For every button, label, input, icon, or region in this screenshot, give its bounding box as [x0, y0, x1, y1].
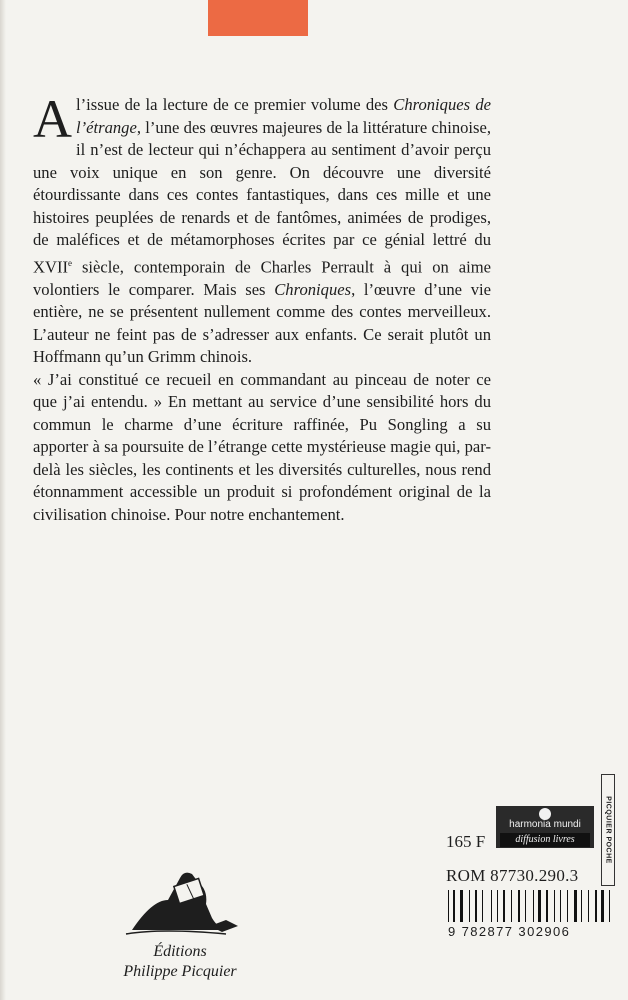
- blurb-paragraph-2: « J’ai constitué ce recueil en commandant au pinceau de noter ce que j’ai entendu. » En mettant au service d’une sensibilité hors du commun le charme d’une écriture raffinée, Pu Songling a su apporter à sa poursuite de l’étrange cette mystérieuse magie qui, par-delà les siècles, les continents et les diversités culturelles, nous rend étonnamment accessible un produit si profondément original de la civilisation chinoise. Pour notre enchantement.: [33, 369, 491, 524]
- blurb-text: , l’œuvre d’une vie entière, ne se présentent nullement comme des contes merveilleux. L’auteur ne feint pas de s’adresser aux enfants. Ce serait plutôt un Hoffmann qu’un Grimm chinois.: [33, 279, 491, 367]
- barcode-bar: [535, 890, 536, 922]
- barcode-bar: [471, 890, 473, 922]
- reading-monk-icon: [122, 860, 242, 938]
- century-numeral: XVII: [33, 257, 69, 277]
- cover-edge: [0, 0, 6, 1000]
- barcode-bar: [585, 890, 587, 922]
- barcode-bar: [564, 890, 566, 922]
- barcode-bar: [560, 890, 561, 922]
- barcode-bar: [465, 890, 466, 922]
- publisher-line-1: Éditions: [153, 943, 207, 960]
- distributor-sub: diffusion livres: [500, 833, 590, 847]
- barcode-bar: [511, 890, 512, 922]
- publisher-name: [100, 942, 260, 982]
- barcode-bar: [588, 890, 589, 922]
- distributor-logo: [496, 806, 594, 848]
- barcode-bar: [591, 890, 592, 922]
- barcode-bar: [554, 890, 555, 922]
- barcode-bar: [533, 890, 534, 922]
- barcode-bar: [581, 890, 582, 922]
- barcode-bar: [493, 890, 495, 922]
- publisher-line-2: Philippe Picquier: [123, 963, 237, 980]
- barcode-bar: [567, 890, 568, 922]
- barcode-bar: [482, 890, 483, 922]
- barcode-bar: [491, 890, 492, 922]
- barcode-bar: [538, 890, 541, 922]
- barcode-bar: [501, 890, 502, 922]
- blurb-paragraph-1: [33, 89, 491, 369]
- isbn-digits: 9 782877 302906: [448, 924, 571, 939]
- barcode-bar: [601, 890, 604, 922]
- rom-code: ROM 87730.290.3: [446, 866, 579, 885]
- blurb-text: , l’une des œuvres majeures de la littérature chinoise, il n’est de lecteur qui n’échappera au sentiment d’avoir perçu une voix unique en son genre. On découvre une diversité étourdissante dans ces contes fantastiques, dans ces mille et une histoires peuplées de renards et de fantômes, animées de prodiges, de maléfices et de métamorphoses écrites par ce génial lettré du: [33, 117, 491, 249]
- barcode-bar: [453, 890, 455, 922]
- barcode: [448, 890, 618, 939]
- barcode-bar: [458, 890, 459, 922]
- barcode-bar: [598, 890, 599, 922]
- barcode-bar: [497, 890, 498, 922]
- barcode-bar: [513, 890, 516, 922]
- barcode-bar: [448, 890, 449, 922]
- barcode-bar: [469, 890, 470, 922]
- barcode-bar: [612, 890, 614, 922]
- barcode-bar: [609, 890, 610, 922]
- century-superscript: e: [68, 257, 73, 268]
- barcode-bar: [550, 890, 551, 922]
- barcode-bar: [525, 890, 526, 922]
- barcode-bar: [544, 890, 545, 922]
- back-cover-blurb: [33, 89, 491, 526]
- barcode-bar: [523, 890, 524, 922]
- barcode-bar: [578, 890, 579, 922]
- barcode-bar: [546, 890, 548, 922]
- barcode-bar: [475, 890, 477, 922]
- picquier-poche-logo: [601, 774, 615, 886]
- price: 165 F: [446, 832, 486, 851]
- barcode-bar: [503, 890, 505, 922]
- barcode-bar: [507, 890, 508, 922]
- book-title: Chroniques de l’étrange: [76, 95, 491, 137]
- barcode-bar: [480, 890, 481, 922]
- distributor-name: harmonia mundi: [509, 819, 581, 830]
- orange-tab: [208, 0, 308, 36]
- drop-cap: A: [33, 89, 72, 149]
- blurb-text: siècle, contemporain de Charles Perrault à qui on aime volontiers le comparer. Mais ses: [33, 257, 491, 299]
- picquier-poche-label: PICQUIER POCHE: [604, 796, 612, 864]
- barcode-bar: [595, 890, 597, 922]
- barcode-bar: [607, 890, 608, 922]
- book-title: Chroniques: [274, 279, 352, 299]
- barcode-bar: [485, 890, 488, 922]
- blurb-text: l’issue de la lecture de ce premier volume des: [76, 95, 394, 114]
- barcode-bar: [574, 890, 577, 922]
- barcode-bar: [528, 890, 530, 922]
- barcode-bars: [448, 890, 618, 922]
- barcode-bar: [556, 890, 558, 922]
- barcode-bar: [570, 890, 571, 922]
- barcode-bar: [460, 890, 463, 922]
- barcode-bar: [450, 890, 451, 922]
- barcode-bar: [518, 890, 520, 922]
